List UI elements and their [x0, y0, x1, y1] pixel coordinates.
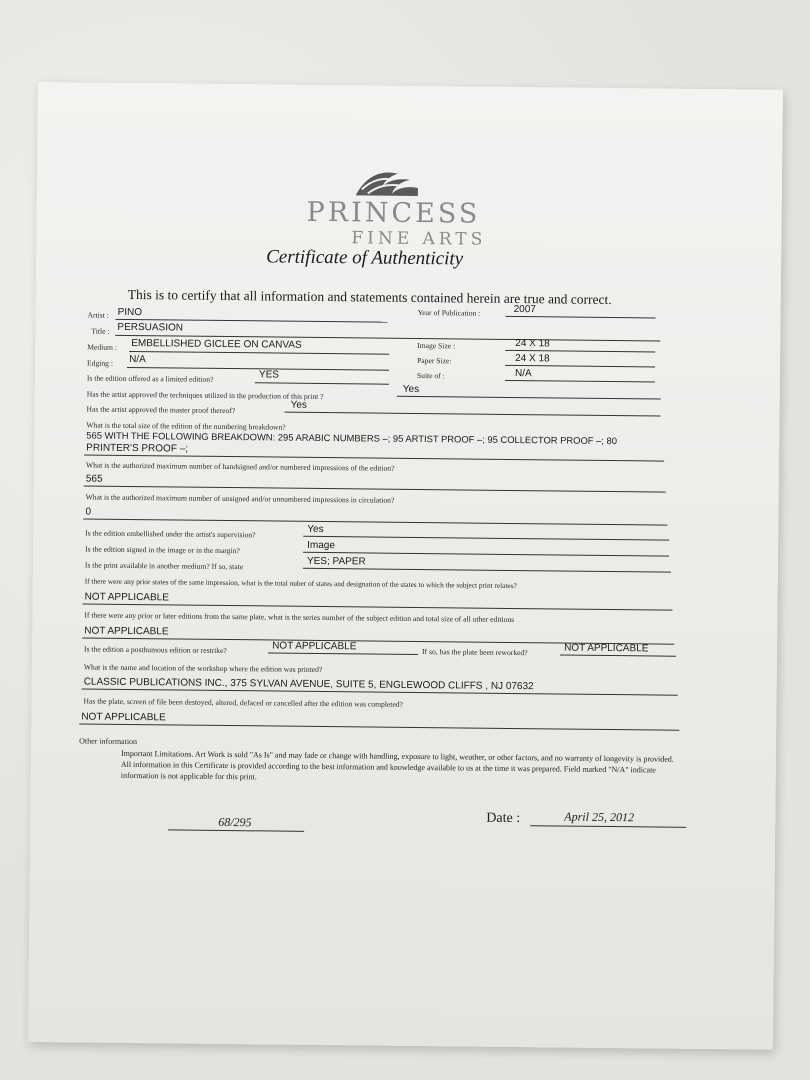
edging-value: N/A [129, 353, 146, 366]
embellished-question: Is the edition embellished under the artist's supervision? [85, 528, 256, 540]
brand-subtitle: FINE ARTS [351, 228, 487, 250]
image-size-value: 24 X 18 [515, 338, 550, 350]
year-value: 2007 [513, 303, 536, 316]
max-unsigned-question: What is the authorized maximum number of unsigned and/or unnumbered impressions in circulation? [85, 492, 395, 505]
date-label: Date : [486, 810, 521, 827]
reworked-value: NOT APPLICABLE [564, 642, 649, 655]
workshop-value: CLASSIC PUBLICATIONS INC., 375 SYLVAN AVENUE, SUITE 5, ENGLEWOOD CLIFFS , NJ 07632 [83, 676, 534, 693]
title-label: Title : [91, 326, 110, 336]
suite-label: Suite of : [416, 370, 445, 381]
max-unsigned-value: 0 [85, 506, 92, 518]
date-value: April 25, 2012 [564, 809, 635, 825]
prior-states-value: NOT APPLICABLE [84, 591, 169, 604]
prior-states-question: If there were any prior states of the same impression, what is the total nuber of states and designation of the states to which the subject print relates? [84, 576, 517, 591]
max-signed-question: What is the authorized maximum number of handsigned and/or numbered impressions of the edition? [85, 460, 395, 473]
certificate-title: Certificate of Authenticity [266, 246, 464, 270]
suite-value: N/A [514, 368, 532, 380]
year-label: Year of Publication : [417, 307, 481, 318]
techniques-question: Has the artist approved the techniques utilized in the production of this print ? [86, 389, 324, 402]
master-proof-question: Has the artist approved the master proof thereof? [86, 404, 236, 416]
posthumous-question: Is the edition a posthumous edition or restrike? [84, 644, 227, 656]
max-signed-value: 565 [85, 473, 103, 485]
brand-name: PRINCESS [306, 196, 481, 230]
paper-size-value: 24 X 18 [515, 353, 550, 365]
certificate-paper [28, 82, 783, 1050]
techniques-value: Yes [402, 383, 420, 396]
master-proof-value: Yes [290, 399, 308, 411]
prior-editions-value: NOT APPLICABLE [84, 625, 169, 638]
destroyed-question: Has the plate, screen of file been destoyed, altered, defaced or cancelled after the edition was completed? [83, 696, 403, 709]
limitations-note: Important Limitations. Art Work is sold "As Is" and may fade or change with handling, exposure to light, weather, or other factors, and no warranty of longevity is provided. All information in this Certificate is provided according to the best information and knowledge available to us at the time it was prepared. Field marked "N/A" indicate information is not applicable for this print. [120, 748, 674, 782]
title-value: PERSUASION [117, 321, 184, 334]
limited-value: YES [258, 369, 280, 381]
artist-value: PINO [117, 306, 143, 319]
total-size-line1: 565 WITH THE FOLLOWING BREAKDOWN: 295 ARABIC NUMBERS –; 95 ARTIST PROOF –; 95 COLLECTOR PROOF –; 80 [86, 429, 618, 447]
signed-value: Image [307, 539, 336, 552]
total-size-question: What is the total size of the edition of the numbering breakdown? [86, 420, 286, 432]
intro-statement: This is to certify that all information and statements contained herein are true and correct. [127, 286, 612, 308]
edition-number: 68/295 [218, 814, 252, 830]
signed-question: Is the edition signed in the image or in the margin? [85, 544, 240, 556]
artist-label: Artist : [87, 310, 109, 320]
limited-question: Is the edition offered as a limited edition? [86, 373, 214, 384]
prior-editions-question: If there were any prior or later editions from the same plate, what is the series number of the subject edition and total size of all other editions [84, 610, 515, 625]
medium-value: EMBELLISHED GICLEE ON CANVAS [131, 337, 302, 351]
reworked-question: If so, has the plate been reworked? [422, 647, 528, 658]
other-medium-value: YES; PAPER [306, 555, 366, 568]
medium-label: Medium : [87, 342, 118, 352]
image-size-label: Image Size : [417, 340, 456, 351]
other-info-heading: Other information [79, 736, 138, 747]
posthumous-value: NOT APPLICABLE [272, 640, 357, 653]
workshop-question: What is the name and location of the workshop where the edition was printed? [83, 662, 323, 675]
destroyed-value: NOT APPLICABLE [81, 711, 166, 724]
edging-label: Edging : [87, 358, 114, 368]
total-size-line2: PRINTER'S PROOF –; [86, 442, 189, 455]
paper-size-label: Paper Size: [417, 355, 452, 366]
other-medium-question: Is the print available in another medium? If so, state [84, 560, 244, 572]
embellished-value: Yes [307, 523, 324, 536]
